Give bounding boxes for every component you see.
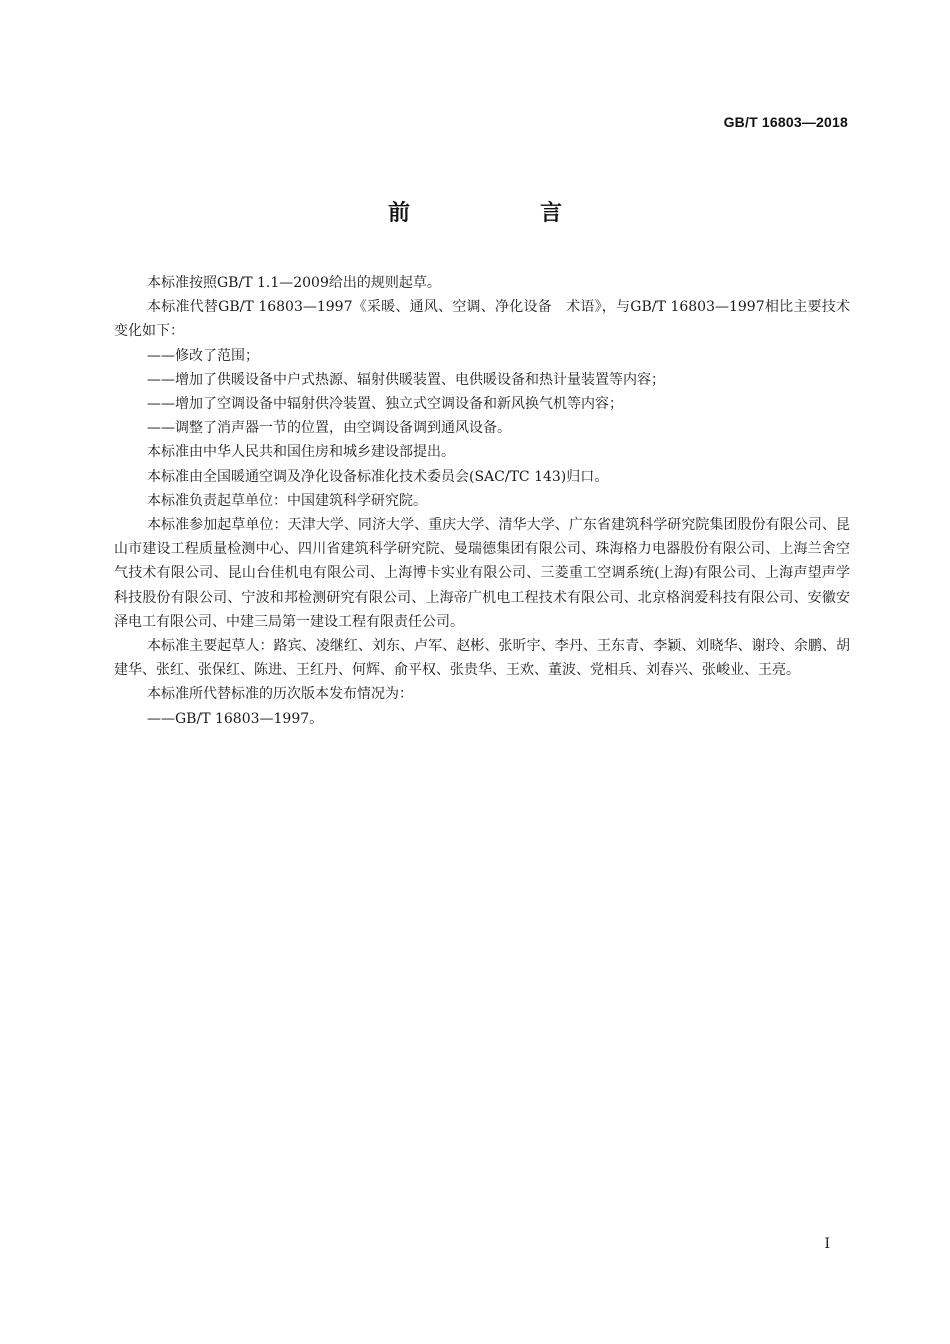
page-title: 前 言 xyxy=(387,201,616,226)
list-item: ——GB/T 16803—1997。 xyxy=(147,710,324,727)
paragraph: 本标准由中华人民共和国住房和城乡建设部提出。 xyxy=(147,444,455,461)
paragraph: 本标准由全国暖通空调及净化设备标准化技术委员会(SAC/TC 143)归口。 xyxy=(147,468,609,485)
standard-code: GB/T 16803—2018 xyxy=(723,114,848,130)
paragraph: 本标准按照GB/T 1.1—2009给出的规则起草。 xyxy=(147,275,441,291)
paragraph: 本标准参加起草单位：天津大学、同济大学、重庆大学、清华大学、广东省建筑科学研究院集团股份有限公司、昆山市建设工程质量检测中心、四川省建筑科学研究院、曼瑞德集团有限公司、珠海格力电器股份有限公司、上海兰舍空气技术有限公司、昆山台佳机电有限公司、上海博卡实业有限公司、三菱重工空调系统(上海)有限公司、上海声望声学科技股份有限公司、宁波和邦检测研究有限公司、上海帝广机电工程技术有限公司、北京格润爱科技有限公司、安徽安泽电工有限公司、中建三局第一建设工程有限责任公司。 xyxy=(114,517,850,630)
list-item: ——增加了空调设备中辐射供冷装置、独立式空调设备和新风换气机等内容； xyxy=(147,396,623,413)
paragraph: 本标准所代替标准的历次版本发布情况为： xyxy=(147,686,413,703)
paragraph: 本标准代替GB/T 16803—1997《采暖、通风、空调、净化设备 术语》，与GB/T 16803—1997相比主要技术变化如下： xyxy=(114,299,850,340)
document-body xyxy=(114,271,850,731)
page-number: I xyxy=(824,1236,830,1252)
paragraph: 本标准负责起草单位：中国建筑科学研究院。 xyxy=(147,492,427,509)
list-item: ——调整了消声器一节的位置，由空调设备调到通风设备。 xyxy=(147,420,511,437)
paragraph: 本标准主要起草人：路宾、凌继红、刘东、卢军、赵彬、张昕宇、李丹、王东青、李颖、刘晓华、谢玲、余鹏、胡建华、张红、张保红、陈进、王红丹、何辉、俞平权、张贵华、王欢、董波、党相兵、刘春兴、张峻业、王亮。 xyxy=(114,638,850,679)
list-item: ——增加了供暖设备中户式热源、辐射供暖装置、电供暖设备和热计量装置等内容； xyxy=(147,371,665,388)
list-item: ——修改了范围； xyxy=(147,347,259,364)
